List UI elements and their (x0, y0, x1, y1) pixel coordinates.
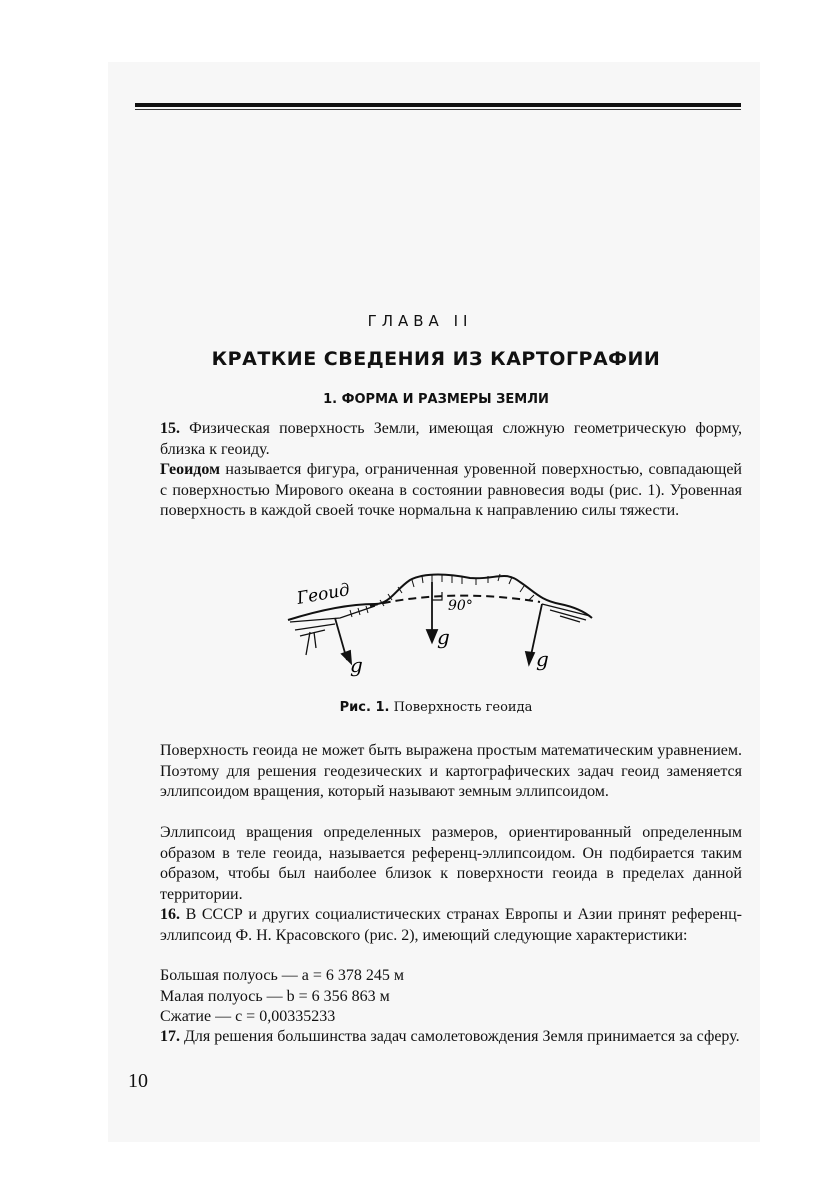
paragraph-text: В СССР и других социалистических странах Европы и Азии принят референц-эллипсоид Ф. Н. Красовского (рис. 2), имеющий следующие характеристики: (160, 906, 742, 944)
ellipsoid-characteristics (160, 966, 404, 1028)
paragraph-text: Для решения большинства задач самолетовождения Земля принимается за сферу. (180, 1028, 740, 1045)
g-label-left: g (350, 653, 363, 677)
major-semi-axis: Большая полуось — a = 6 378 245 м (160, 967, 405, 984)
header-rule (135, 103, 741, 107)
chapter-label: ГЛАВА II (367, 312, 473, 330)
paragraph-text: Физическая поверхность Земли, имеющая сложную геометрическую форму, близка к геоиду. (160, 420, 742, 458)
page-number: 10 (128, 1070, 148, 1092)
minor-semi-axis: Малая полуось — b = 6 356 863 м (160, 987, 390, 1005)
header-rule-thin (135, 109, 741, 110)
paragraph-reference-ellipsoid: Эллипсоид вращения определенных размеров, ориентированный определенным образом в теле геоида, называется референц-эллипсоидом. Он подбирается таким образом, чтобы был наиболее близок к поверхности геоида в пределах данной территории. (160, 824, 742, 903)
g-label-center: g (437, 625, 450, 649)
paragraph-17 (160, 1027, 742, 1048)
geoid-figure (280, 560, 600, 685)
geoid-label: Геоид (295, 579, 352, 609)
caption-text: Поверхность геоида (389, 700, 533, 715)
flattening: Сжатие — c = 0,00335233 (160, 1008, 336, 1025)
angle-label: 90° (448, 598, 473, 614)
right-water-hatch (542, 604, 590, 622)
paragraph-number: 17. (160, 1028, 180, 1045)
geoid-term: Геоидом (160, 461, 220, 478)
section-title: 1. ФОРМА И РАЗМЕРЫ ЗЕМЛИ (323, 392, 549, 407)
left-cliff (306, 632, 316, 655)
gravity-arrow-center (427, 582, 437, 642)
gravity-arrow-left (335, 618, 351, 663)
paragraph-geoid-surface: Поверхность геоида не может быть выражена простым математическим уравнением. Поэтому для решения геодезических и картографических задач геоид заменяется эллипсоидом вращения, который называют земным эллипсоидом. (160, 742, 742, 800)
paragraph-text: называется фигура, ограниченная уровенной поверхностью, совпадающей с поверхностью Мирового океана в состоянии равновесия воды (рис. 1). Уровенная поверхность в каждой своей точке нормальна к направлению силы тяжести. (160, 461, 742, 519)
paragraph-geoid (160, 460, 742, 522)
paragraph-number: 16. (160, 906, 180, 923)
figure-caption (0, 700, 840, 715)
chapter-title: КРАТКИЕ СВЕДЕНИЯ ИЗ КАРТОГРАФИИ (211, 348, 661, 370)
g-label-right: g (536, 647, 549, 671)
caption-label: Рис. 1. (339, 700, 390, 715)
paragraph-16 (160, 905, 742, 946)
left-water-hatch (290, 606, 375, 636)
paragraph-number: 15. (160, 420, 180, 437)
paragraph-15 (160, 419, 742, 460)
